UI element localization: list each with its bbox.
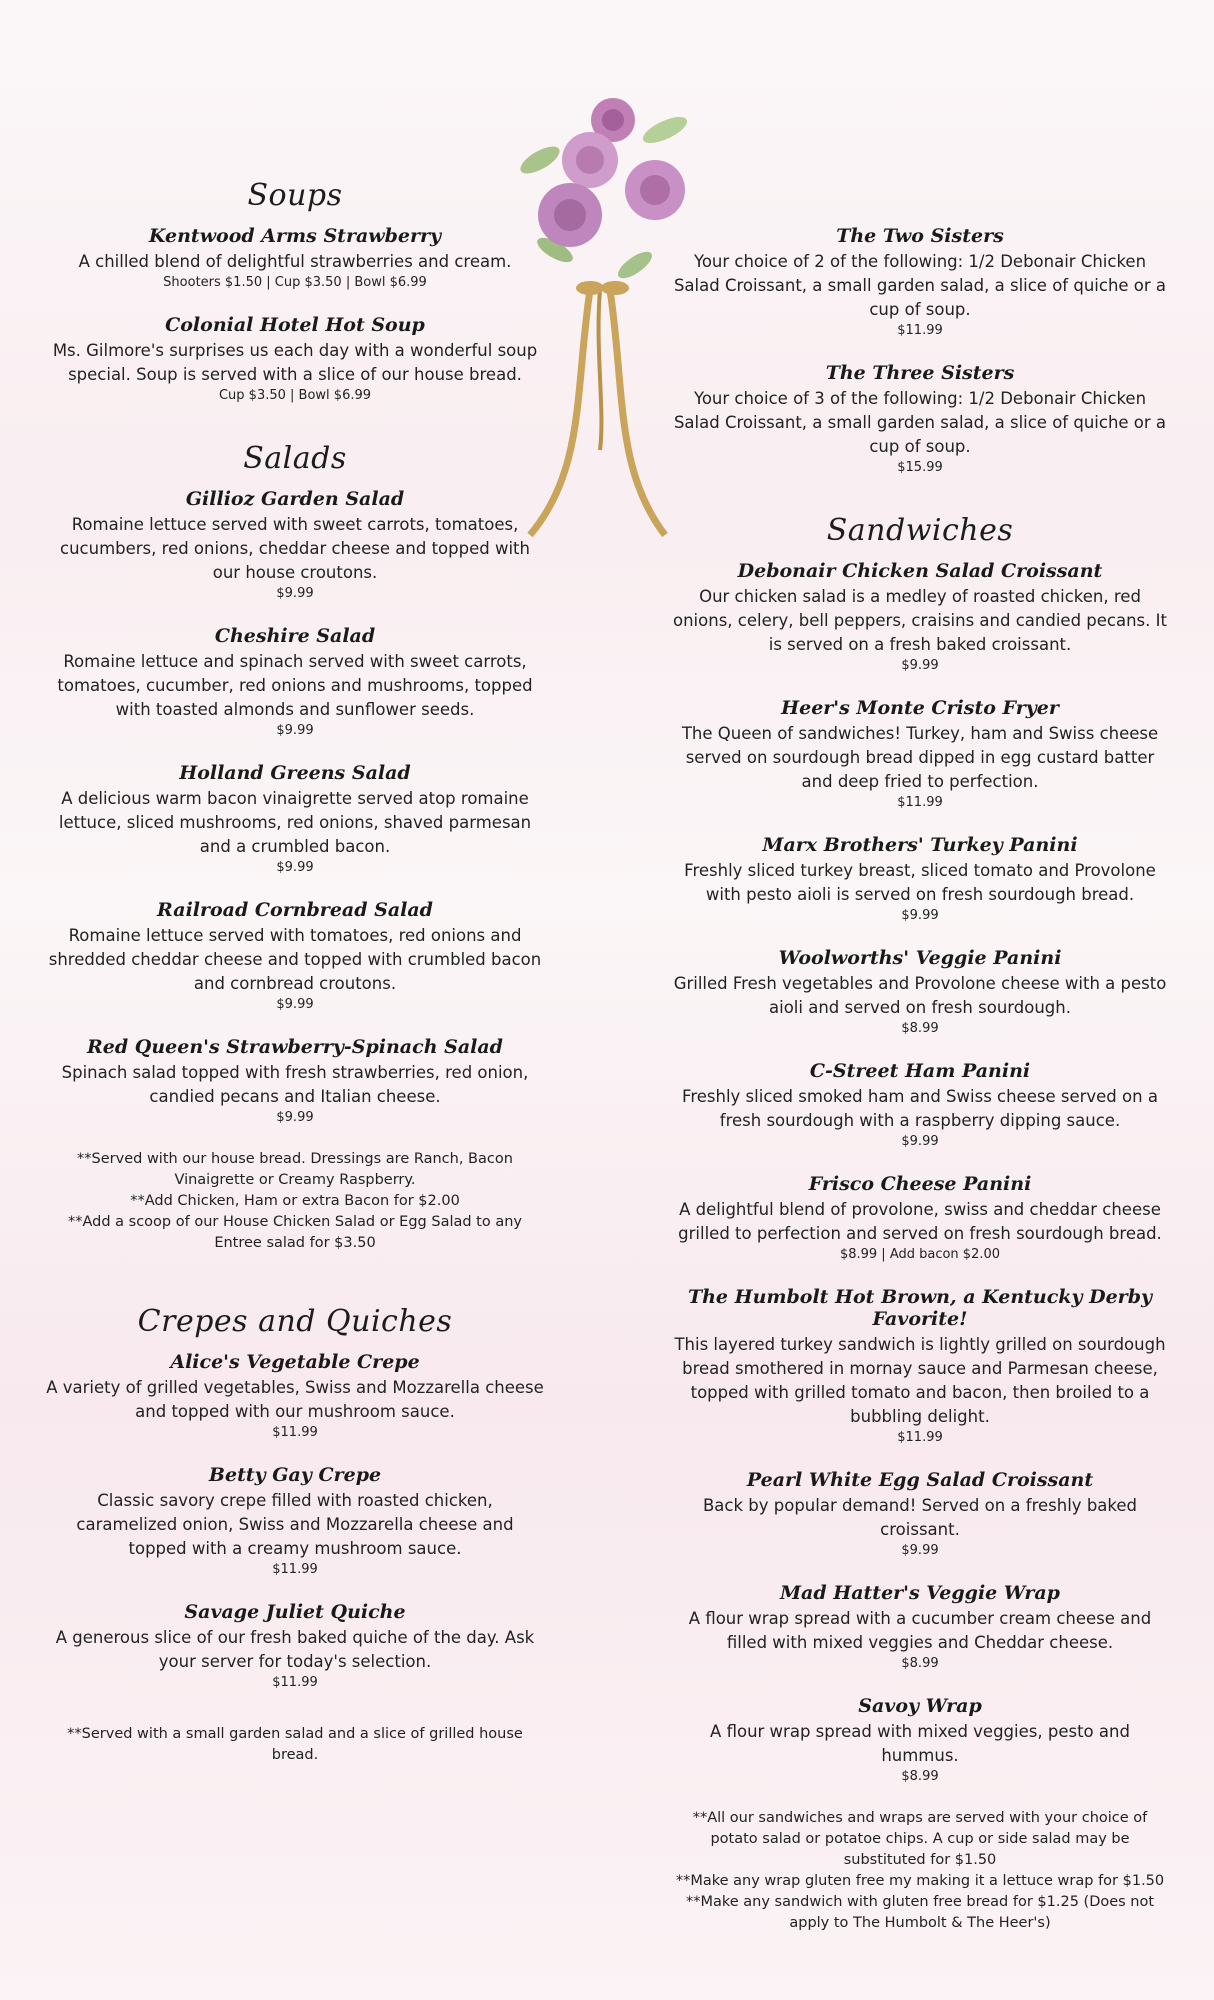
menu-item [670, 697, 1170, 812]
item-name: Kentwood Arms Strawberry [148, 225, 442, 247]
item-description: A chilled blend of delightful strawberries and cream. [78, 252, 512, 271]
menu-item [670, 225, 1170, 340]
section-title-salads: Salads [243, 441, 347, 476]
item-description: This layered turkey sandwich is lightly grilled on sourdough bread smothered in mornay sauce and Parmesan cheese, topped with grilled tomato and bacon, then broiled to a bubbling delight. [674, 1335, 1166, 1426]
item-price: $9.99 [901, 1543, 939, 1558]
item-price: $9.99 [276, 1110, 314, 1125]
item-name: Heer's Monte Cristo Fryer [781, 697, 1059, 719]
item-description: Romaine lettuce served with tomatoes, red onions and shredded cheddar cheese and topped with crumbled bacon and cornbread croutons. [48, 926, 542, 993]
item-name: Gillioz Garden Salad [185, 488, 405, 510]
note-text: **Served with our house bread. Dressings are Ranch, Bacon Vinaigrette or Creamy Raspberry. [77, 1151, 513, 1188]
item-name: Frisco Cheese Panini [808, 1173, 1032, 1195]
right-column [670, 225, 1170, 1934]
item-description: Romaine lettuce served with sweet carrots, tomatoes, cucumbers, red onions, cheddar cheese and topped with our house croutons. [60, 515, 530, 582]
menu-item [670, 1286, 1170, 1447]
item-name: Betty Gay Crepe [208, 1464, 382, 1486]
item-name: Savoy Wrap [858, 1695, 982, 1717]
item-description: A delicious warm bacon vinaigrette served atop romaine lettuce, sliced mushrooms, red onions, shaved parmesan and a crumbled bacon. [58, 789, 532, 856]
item-name: Debonair Chicken Salad Croissant [737, 560, 1103, 582]
item-name: Red Queen's Strawberry-Spinach Salad [87, 1036, 503, 1058]
menu-item [45, 314, 545, 405]
menu-item [670, 362, 1170, 477]
item-price: $11.99 [897, 323, 943, 338]
item-price: $8.99 [901, 1021, 939, 1036]
item-name: Holland Greens Salad [179, 762, 411, 784]
item-name: The Two Sisters [836, 225, 1004, 247]
item-price: Shooters $1.50 | Cup $3.50 | Bowl $6.99 [163, 275, 427, 290]
menu-item [670, 1695, 1170, 1786]
note-text: **Make any sandwich with gluten free bread for $1.25 (Does not apply to The Humbolt & The Heer's) [685, 1894, 1155, 1931]
item-price: Cup $3.50 | Bowl $6.99 [218, 388, 372, 403]
menu-item [45, 1464, 545, 1579]
menu-item [45, 225, 545, 292]
item-price: $9.99 [276, 860, 314, 875]
item-description: The Queen of sandwiches! Turkey, ham and Swiss cheese served on sourdough bread dipped in egg custard batter and deep fried to perfection. [681, 724, 1159, 791]
note-text: **All our sandwiches and wraps are served with your choice of potato salad or potatoe chips. A cup or side salad may be substituted for $1.50 [692, 1810, 1148, 1868]
item-price: $9.99 [276, 586, 314, 601]
sandwich-notes [670, 1808, 1170, 1934]
item-description: Our chicken salad is a medley of roasted chicken, red onions, celery, bell peppers, craisins and candied pecans. It is served on a fresh baked croissant. [673, 587, 1167, 654]
item-description: Back by popular demand! Served on a freshly baked croissant. [702, 1496, 1137, 1539]
menu-item [45, 762, 545, 877]
menu-item [670, 947, 1170, 1038]
item-name: Cheshire Salad [214, 625, 376, 647]
item-name: The Three Sisters [825, 362, 1015, 384]
crepe-note: **Served with a small garden salad and a slice of grilled house bread. [67, 1726, 523, 1763]
item-name: Railroad Cornbread Salad [157, 899, 433, 921]
item-name: Mad Hatter's Veggie Wrap [780, 1582, 1060, 1604]
item-description: Grilled Fresh vegetables and Provolone cheese with a pesto aioli and served on fresh sourdough. [673, 974, 1167, 1017]
menu-item [670, 1173, 1170, 1264]
section-title-sandwiches: Sandwiches [826, 513, 1014, 548]
item-description: Classic savory crepe filled with roasted chicken, caramelized onion, Swiss and Mozzarella cheese and topped with a creamy mushroom sauce. [76, 1491, 514, 1558]
item-description: A variety of grilled vegetables, Swiss and Mozzarella cheese and topped with our mushroom sauce. [46, 1378, 544, 1421]
menu-item [45, 1601, 545, 1692]
menu-item [670, 834, 1170, 925]
item-price: $15.99 [897, 460, 943, 475]
item-description: Ms. Gilmore's surprises us each day with a wonderful soup special. Soup is served with a slice of our house bread. [52, 341, 538, 384]
item-description: A flour wrap spread with a cucumber cream cheese and filled with mixed veggies and Cheddar cheese. [688, 1609, 1152, 1652]
item-name: C-Street Ham Panini [809, 1060, 1031, 1082]
item-price: $11.99 [897, 795, 943, 810]
section-title-crepes: Crepes and Quiches [137, 1304, 453, 1339]
item-price: $11.99 [897, 1430, 943, 1445]
note-text: **Add a scoop of our House Chicken Salad or Egg Salad to any Entree salad for $3.50 [67, 1214, 523, 1251]
item-price: $11.99 [272, 1562, 318, 1577]
item-price: $8.99 [901, 1656, 939, 1671]
salad-notes [45, 1149, 545, 1254]
item-description: A flour wrap spread with mixed veggies, pesto and hummus. [710, 1722, 1130, 1765]
item-description: Freshly sliced turkey breast, sliced tomato and Provolone with pesto aioli is served on fresh sourdough bread. [684, 861, 1156, 904]
left-column [45, 178, 545, 1766]
menu-item [45, 488, 545, 603]
note-text: **Make any wrap gluten free my making it a lettuce wrap for $1.50 [675, 1873, 1165, 1889]
item-name: Woolworths' Veggie Panini [778, 947, 1062, 969]
item-name: The Humbolt Hot Brown, a Kentucky Derby Favorite! [687, 1286, 1153, 1330]
section-title-soups: Soups [247, 178, 343, 213]
menu-item [45, 1351, 545, 1442]
item-description: Romaine lettuce and spinach served with sweet carrots, tomatoes, cucumber, red onions and mushrooms, topped with toasted almonds and sunflower seeds. [57, 652, 533, 719]
item-price: $9.99 [276, 997, 314, 1012]
menu-item [45, 1036, 545, 1127]
menu-item [670, 560, 1170, 675]
item-description: A delightful blend of provolone, swiss and cheddar cheese grilled to perfection and served on fresh sourdough bread. [678, 1200, 1162, 1243]
item-description: Your choice of 3 of the following: 1/2 Debonair Chicken Salad Croissant, a small garden salad, a slice of quiche or a cup of soup. [673, 389, 1167, 456]
item-name: Marx Brothers' Turkey Panini [762, 834, 1078, 856]
menu-item [670, 1469, 1170, 1560]
item-name: Savage Juliet Quiche [184, 1601, 406, 1623]
note-text: **Add Chicken, Ham or extra Bacon for $2.00 [130, 1193, 460, 1209]
item-name: Pearl White Egg Salad Croissant [746, 1469, 1094, 1491]
item-name: Alice's Vegetable Crepe [170, 1351, 420, 1373]
item-price: $11.99 [272, 1675, 318, 1690]
item-description: Your choice of 2 of the following: 1/2 Debonair Chicken Salad Croissant, a small garden salad, a slice of quiche or a cup of soup. [673, 252, 1167, 319]
item-price: $9.99 [276, 723, 314, 738]
menu-item [45, 899, 545, 1014]
item-price: $11.99 [272, 1425, 318, 1440]
item-description: Spinach salad topped with fresh strawberries, red onion, candied pecans and Italian cheese. [61, 1063, 529, 1106]
item-price: $9.99 [901, 908, 939, 923]
item-name: Colonial Hotel Hot Soup [165, 314, 425, 336]
menu-item [670, 1582, 1170, 1673]
item-description: A generous slice of our fresh baked quiche of the day. Ask your server for today's selection. [55, 1628, 535, 1671]
item-price: $9.99 [901, 658, 939, 673]
menu-item [45, 625, 545, 740]
menu-item [670, 1060, 1170, 1151]
item-price: $8.99 [901, 1769, 939, 1784]
item-price: $8.99 | Add bacon $2.00 [839, 1247, 1001, 1262]
item-description: Freshly sliced smoked ham and Swiss cheese served on a fresh sourdough with a raspberry dipping sauce. [682, 1087, 1158, 1130]
item-price: $9.99 [901, 1134, 939, 1149]
